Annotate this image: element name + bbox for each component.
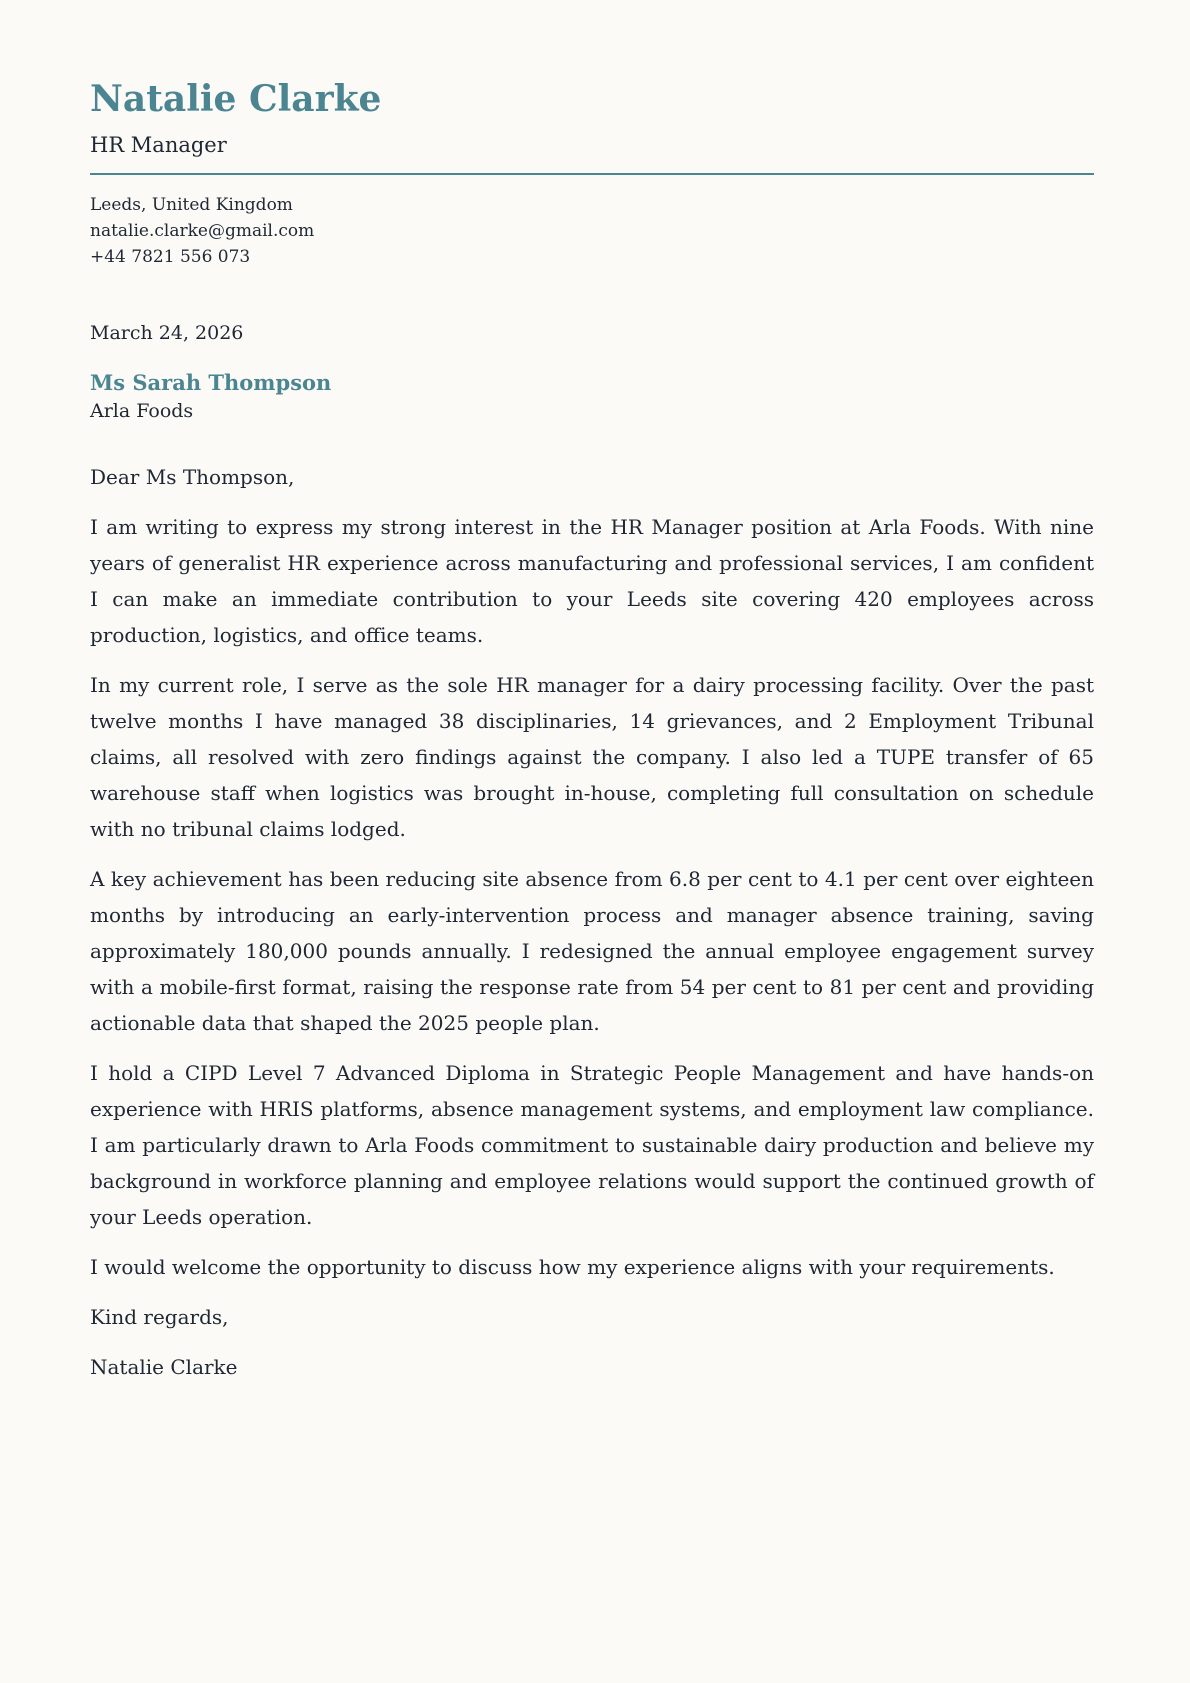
letter-paragraph-5: I would welcome the opportunity to discuss how my experience aligns with your requirements. xyxy=(90,1255,1055,1279)
letter-paragraph-2: In my current role, I serve as the sole HR manager for a dairy processing facility. Over the past twelve months I have managed 38 disciplinaries, 14 grievances, and 2 Employment Tribunal claims, all resolved with zero findings against the company. I also led a TUPE transfer of 65 warehouse staff when logistics was brought in-house, completing full consultation on schedule with no tribunal claims lodged. xyxy=(90,673,1094,841)
salutation: Dear Ms Thompson, xyxy=(90,465,295,489)
letter-date: March 24, 2026 xyxy=(90,322,244,344)
letter-paragraph-4: I hold a CIPD Level 7 Advanced Diploma in Strategic People Management and have hands-on experience with HRIS platforms, absence management systems, and employment law compliance. I am particularly drawn to Arla Foods commitment to sustainable dairy production and believe my background in workforce planning and employee relations would support the continued growth of your Leeds operation. xyxy=(90,1061,1094,1229)
closing-line: Kind regards, xyxy=(90,1305,229,1329)
letter-paragraph-1: I am writing to express my strong interest in the HR Manager position at Arla Foods. With nine years of generalist HR experience across manufacturing and professional services, I am confident I can make an immediate contribution to your Leeds site covering 420 employees across production, logistics, and office teams. xyxy=(90,515,1094,647)
letter-body xyxy=(90,459,1094,1385)
contact-email: natalie.clarke@gmail.com xyxy=(90,221,315,241)
header-divider xyxy=(90,173,1094,175)
contact-phone: +44 7821 556 073 xyxy=(90,247,251,267)
signature-name: Natalie Clarke xyxy=(90,1355,238,1379)
recipient-block xyxy=(90,370,1094,423)
letter-paragraph-3: A key achievement has been reducing site absence from 6.8 per cent to 4.1 per cent over eighteen months by introducing an early-intervention process and manager absence training, saving approximately 180,000 pounds annually. I redesigned the annual employee engagement survey with a mobile-first format, raising the response rate from 54 per cent to 81 per cent and providing actionable data that shaped the 2025 people plan. xyxy=(90,867,1094,1035)
candidate-name-heading: Natalie Clarke xyxy=(90,78,382,120)
contact-location: Leeds, United Kingdom xyxy=(90,195,293,215)
candidate-job-title: HR Manager xyxy=(90,133,227,157)
contact-block xyxy=(90,192,1094,270)
recipient-company: Arla Foods xyxy=(90,400,194,422)
recipient-name: Ms Sarah Thompson xyxy=(90,370,332,395)
